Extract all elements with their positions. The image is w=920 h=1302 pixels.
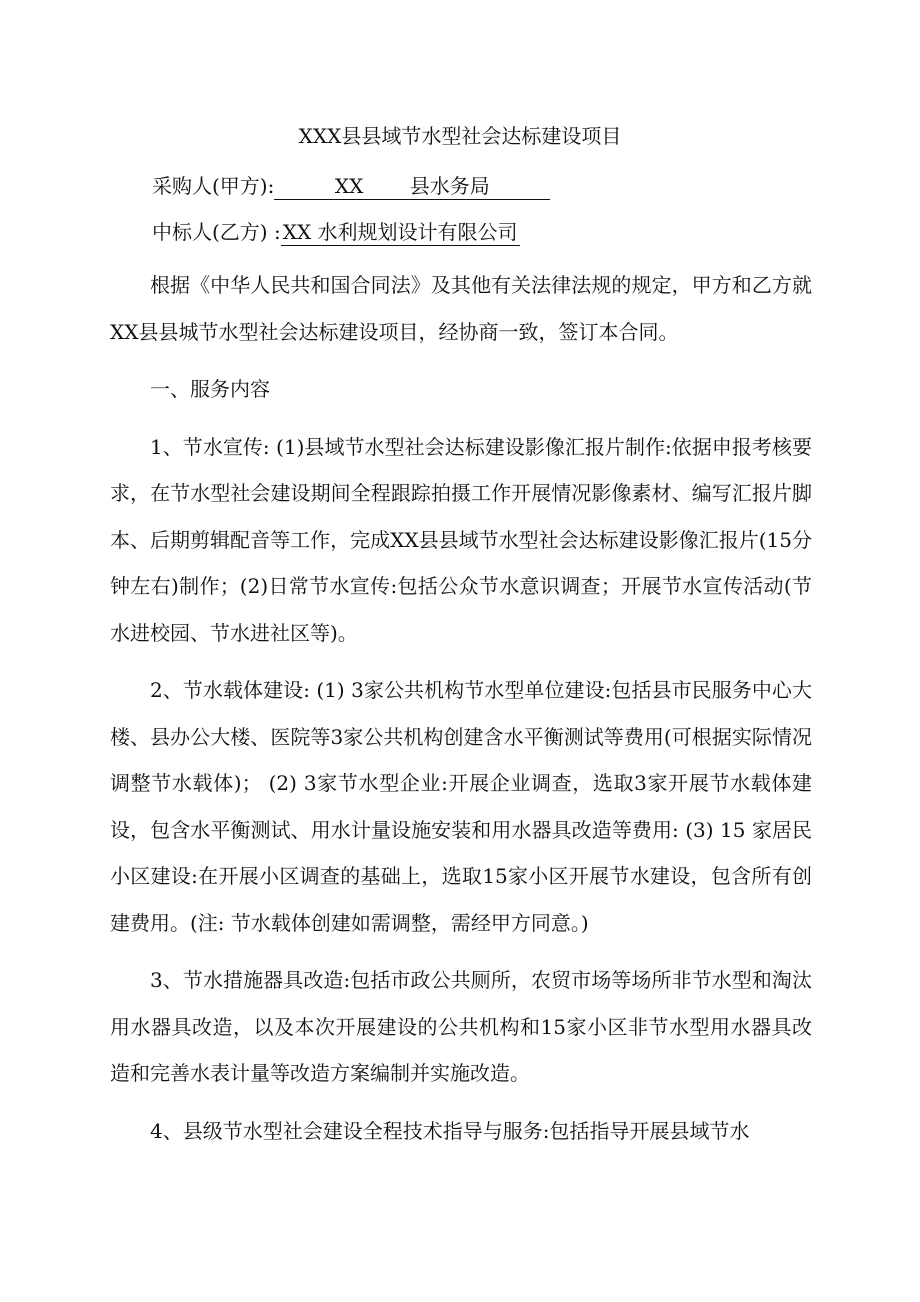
intro-paragraph: 根据《中华人民共和国合同法》及其他有关法律法规的规定，甲方和乙方就XX县县城节水型社会达标建设项目，经协商一致，签订本合同。 [110, 273, 812, 344]
winner-line [152, 216, 520, 248]
buyer-value: XX 县水务局 [274, 173, 550, 200]
winner-label: 中标人(乙方) : [152, 220, 281, 244]
winner-value: XX 水利规划设计有限公司 [282, 220, 518, 244]
contract-body [110, 262, 812, 1165]
section-heading-service: 一、服务内容 [150, 377, 270, 401]
document-title: XXX县县域节水型社会达标建设项目 [298, 124, 622, 148]
clause-4-guidance: 4、县级节水型社会建设全程技术指导与服务:包括指导开展县域节水 [150, 1118, 750, 1143]
clause-1-publicity: 1、节水宣传: (1)县域节水型社会达标建设影像汇报片制作:依据申报考核要求，在节水型社会建设期间全程跟踪拍摄工作开展情况影像素材、编写汇报片脚本、后期剪辑配音等工作，完成XX县县域节水型社会达标建设影像汇报片(15分钟左右)制作；(2)日常节水宣传:包括公众节水意识调查；开展节水宣传活动(节水进校园、节水进社区等)。 [110, 434, 812, 645]
clause-2-carriers: 2、节水载体建设: (1) 3家公共机构节水型单位建设:包括县市民服务中心大楼、县办公大楼、医院等3家公共机构创建含水平衡测试等费用(可根据实际情况调整节水载体)； (2) 3家节水型企业:开展企业调查，选取3家开展节水载体建设，包含水平衡测试、用水计量设施安装和用水器具改造等费用: (3) 15 家居民小区建设:在开展小区调查的基础上，选取15家小区开展节水建设，包含所有创建费用。(注: 节水载体创建如需调整，需经甲方同意。) [110, 678, 812, 935]
buyer-line [152, 170, 550, 202]
clause-3-fixtures: 3、节水措施器具改造:包括市政公共厕所，农贸市场等场所非节水型和淘汰用水器具改造，以及本次开展建设的公共机构和15家小区非节水型用水器具改造和完善水表计量等改造方案编制并实施改造。 [110, 968, 812, 1085]
buyer-label: 采购人(甲方): [152, 174, 275, 198]
